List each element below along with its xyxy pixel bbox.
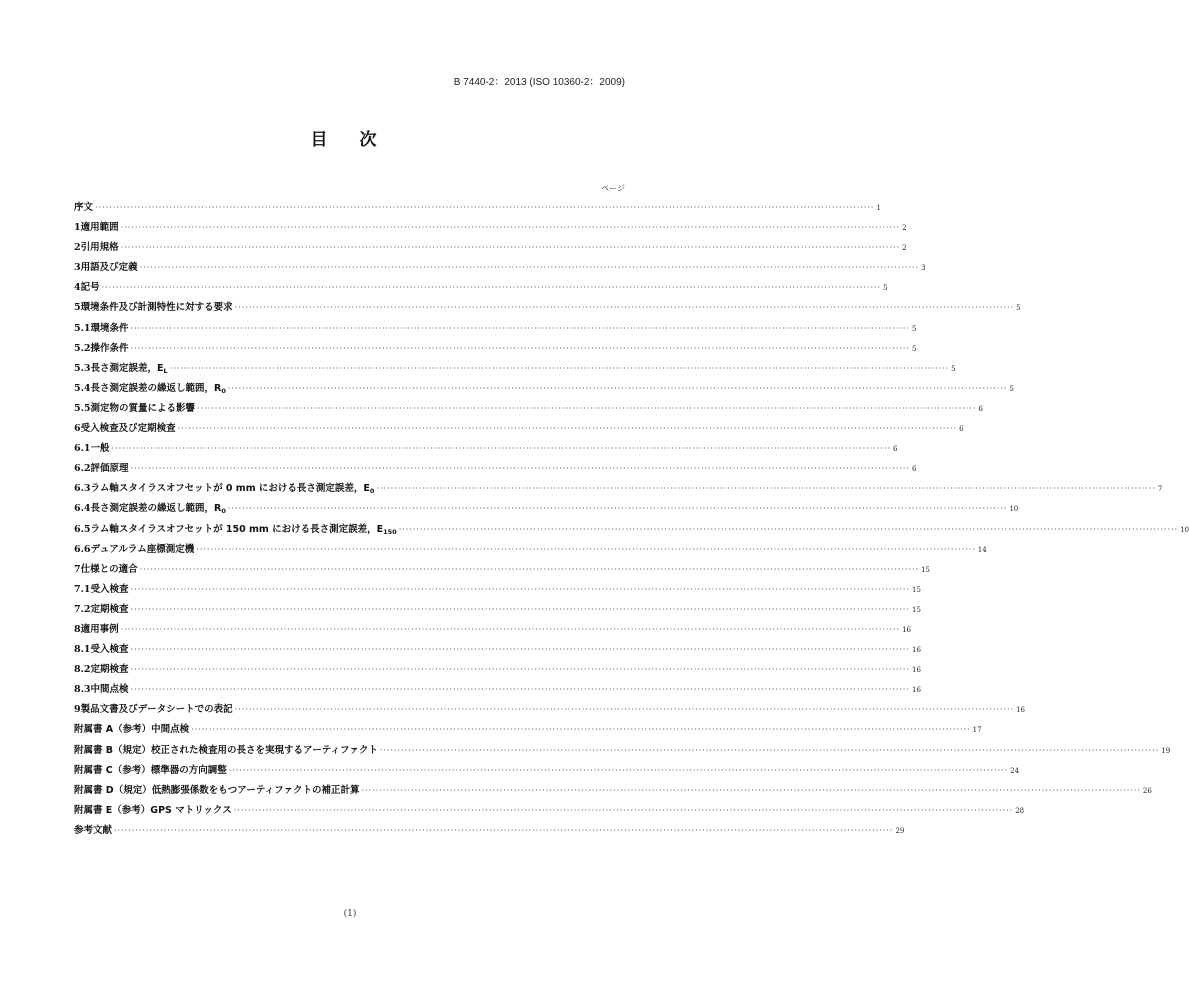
toc-leader-dots: ····························································································································································································································: [234, 303, 1015, 313]
toc-leader-dots: ····························································································································································································································: [228, 765, 1009, 775]
toc-leader-dots: ····························································································································································································································: [197, 403, 977, 413]
toc-entry-title: 環境条件及び計測特性に対する要求: [80, 302, 233, 314]
toc-entry-number: 4: [74, 282, 81, 294]
toc-entry-number: 7: [74, 563, 81, 575]
toc-entry-page: 2: [902, 224, 907, 233]
toc-entry-number: 8: [74, 623, 81, 635]
toc-leader-dots: ····························································································································································································································: [379, 745, 1160, 755]
toc-entry-subscript: 0: [221, 507, 226, 516]
toc-entry-page: 5: [883, 284, 888, 293]
toc-entry[interactable]: [74, 359, 956, 379]
toc-entry-number: 8.2: [74, 664, 91, 676]
toc-entry-title: 定期検査: [90, 603, 129, 615]
toc-leader-dots: ····························································································································································································································: [111, 444, 891, 454]
toc-entry[interactable]: [74, 379, 1014, 399]
toc-entry-title: 受入検査及び定期検査: [80, 423, 176, 435]
toc-entry-number: 1: [74, 222, 81, 234]
toc-entry-number: 8.3: [74, 684, 91, 696]
toc-entry-title: 引用規格: [80, 242, 119, 254]
toc-entry[interactable]: [74, 720, 982, 740]
toc-entry-title: 長さ測定誤差の繰返し範囲，$R_0$: [90, 503, 226, 516]
toc-leader-dots: ····························································································································································································································: [130, 343, 910, 353]
toc-entry-number: 3: [74, 262, 81, 274]
toc-entry[interactable]: [74, 459, 917, 479]
toc-entry-title: 適用事例: [80, 623, 119, 635]
toc-entry-page: 16: [912, 686, 921, 695]
toc-entry-number: 5.4: [74, 382, 91, 394]
toc-leader-dots: ····························································································································································································································: [227, 504, 1008, 514]
toc-entry-page: 24: [1010, 766, 1020, 775]
toc-entry-page: 16: [1016, 706, 1026, 715]
toc-entry-title: 評価原理: [90, 463, 129, 475]
toc-entry-subscript: 0: [369, 487, 375, 496]
toc-entry-title: 中間点検: [90, 684, 129, 696]
toc-leader-dots: ····························································································································································································································: [120, 624, 901, 634]
toc-entry-number: 9: [74, 704, 81, 716]
toc-entry-page: 7: [1157, 485, 1163, 494]
toc-entry-title: 附属書 B（規定）校正された検査用の長さを実現するアーティファクト: [74, 744, 378, 756]
toc-entry-title: 適用範囲: [80, 222, 119, 234]
toc-entry[interactable]: [74, 479, 1163, 499]
toc-entry-subscript: 0: [221, 386, 226, 395]
toc-entry-number: 5.2: [74, 342, 91, 354]
toc-leader-dots: ····························································································································································································································: [234, 705, 1015, 715]
toc-leader-dots: ····························································································································································································································: [376, 484, 1156, 494]
toc-entry-number: 2: [74, 242, 81, 254]
toc-entry[interactable]: [74, 298, 1021, 318]
toc-leader-dots: ····························································································································································································································: [130, 584, 910, 594]
toc-entry-page: 6: [959, 425, 964, 434]
toc-entry-subscript: L: [163, 366, 168, 375]
toc-entry-page: 5: [1016, 304, 1021, 313]
toc-entry[interactable]: [74, 660, 921, 680]
toc-entry[interactable]: [74, 700, 1026, 720]
toc-leader-dots: ····························································································································································································································: [95, 203, 875, 212]
toc-entry-number: 8.1: [74, 644, 91, 656]
toc-leader-dots: ····························································································································································································································: [227, 383, 1008, 393]
toc-entry-page: 5: [912, 344, 917, 353]
toc-entry-number: 6.5: [74, 523, 91, 535]
toc-entry-page: 2: [902, 244, 907, 253]
toc-entry[interactable]: [74, 238, 907, 258]
toc-entry-title: 受入検査: [90, 583, 129, 595]
toc-entry-page: 5: [951, 364, 956, 373]
toc-entry-number: 6.1: [74, 443, 91, 455]
standard-identifier: B 7440-2：2013 (ISO 10360-2：2009): [453, 77, 625, 88]
toc-entry-page: 1: [876, 204, 881, 212]
toc-entry-number: 7.1: [74, 583, 91, 595]
toc-entry[interactable]: [74, 439, 898, 459]
toc-leader-dots: ····························································································································································································································: [130, 323, 910, 333]
toc-entry-title: 定期検査: [90, 664, 129, 676]
toc-entry[interactable]: [74, 560, 931, 580]
toc-entry-page: 3: [921, 264, 926, 273]
toc-entry-title: 環境条件: [90, 322, 129, 334]
toc-entry-number: 5.3: [74, 362, 91, 374]
toc-entry-page: 19: [1161, 746, 1171, 755]
toc-entry-title: 受入検査: [90, 644, 129, 656]
page-title: 目 次: [310, 130, 390, 150]
toc-entry[interactable]: [74, 399, 983, 419]
toc-leader-dots: ····························································································································································································································: [169, 363, 950, 373]
toc-leader-dots: ····························································································································································································································: [191, 725, 971, 735]
toc-entry-page: 15: [921, 565, 931, 574]
toc-entry-page: 5: [1009, 384, 1014, 393]
toc-entry-page: 16: [912, 666, 921, 675]
toc-entry-page: 14: [977, 545, 987, 554]
toc-entry-page: 15: [912, 605, 921, 614]
toc-leader-dots: ····························································································································································································································: [130, 604, 910, 614]
toc-entry-page: 29: [895, 826, 905, 835]
toc-entry-title: ラム軸スタイラスオフセットが 150 mm における長さ測定誤差，$E_{150}$: [90, 523, 397, 536]
toc-entry-page: 6: [912, 465, 917, 474]
toc-entry-page: 6: [893, 445, 898, 454]
toc-entry-number: 5: [74, 302, 81, 314]
toc-entry[interactable]: [74, 821, 905, 841]
toc-entry[interactable]: [74, 781, 1152, 801]
toc-entry-title: 仕様との適合: [80, 563, 138, 575]
toc-entry-number: 6.3: [74, 483, 91, 495]
toc-leader-dots: ····························································································································································································································: [120, 223, 901, 233]
toc-entry[interactable]: [74, 600, 921, 620]
toc-entry-title: 参考文献: [74, 824, 113, 836]
toc-entry-title: 附属書 C（参考）標準器の方向調整: [74, 764, 227, 776]
toc-entry[interactable]: [74, 258, 926, 278]
toc-leader-dots: ····························································································································································································································: [120, 243, 901, 253]
toc-entry-number: 6.6: [74, 543, 91, 555]
toc-entry-page: 26: [1142, 786, 1152, 795]
toc-entry[interactable]: [74, 499, 1019, 519]
toc-leader-dots: ····························································································································································································································: [130, 464, 910, 474]
toc-entry-page: 10: [1180, 525, 1189, 534]
toc-entry-page: 28: [1015, 806, 1025, 815]
toc-entry-title: 製品文書及びデータシートでの表記: [80, 704, 233, 716]
toc-entry[interactable]: [74, 680, 921, 700]
toc-entry[interactable]: [74, 319, 917, 339]
page-column-label: ページ: [601, 184, 625, 193]
toc-leader-dots: ····························································································································································································································: [233, 805, 1014, 815]
toc-entry-page: 10: [1009, 505, 1019, 514]
toc-entry-title: 附属書 E（参考）GPS マトリックス: [74, 804, 232, 816]
toc-entry-number: 5.1: [74, 322, 91, 334]
toc-leader-dots: ····························································································································································································································: [130, 665, 910, 675]
toc-entry[interactable]: [74, 339, 917, 359]
toc-entry[interactable]: [74, 640, 921, 660]
toc-entry-title: 一般: [90, 443, 110, 455]
toc-leader-dots: ····························································································································································································································: [130, 645, 910, 655]
toc-leader-dots: ····························································································································································································································: [101, 283, 882, 293]
toc-entry-number: 6: [74, 423, 81, 435]
page-number: (1): [343, 909, 357, 919]
toc-leader-dots: ····························································································································································································································: [139, 263, 920, 273]
toc-leader-dots: ····························································································································································································································: [139, 564, 920, 574]
toc-entry-page: 6: [978, 404, 983, 413]
toc-entry-title: 長さ測定誤差，$E_L$: [90, 362, 168, 375]
toc-entry-title: 附属書 D（規定）低熱膨張係数をもつアーティファクトの補正計算: [74, 784, 360, 796]
toc-leader-dots: ····························································································································································································································: [130, 685, 910, 695]
toc-entry-title: デュアルラム座標測定機: [90, 543, 195, 555]
toc-entry-number: 7.2: [74, 603, 91, 615]
toc-entry[interactable]: [74, 198, 881, 218]
toc-entry-title: 操作条件: [90, 342, 129, 354]
toc-entry-page: 15: [912, 585, 921, 594]
toc-leader-dots: ····························································································································································································································: [361, 785, 1141, 795]
toc-leader-dots: ····························································································································································································································: [177, 424, 958, 434]
toc-entry-title: 記号: [80, 282, 100, 294]
toc-entry[interactable]: [74, 520, 1189, 540]
toc-entry-title: 附属書 A（参考）中間点検: [74, 724, 190, 736]
table-of-contents: [74, 198, 1189, 841]
toc-entry-number: 6.4: [74, 503, 91, 515]
toc-entry[interactable]: [74, 741, 1171, 761]
toc-entry-number: 6.2: [74, 463, 91, 475]
toc-entry[interactable]: [74, 218, 907, 238]
toc-entry-title: 用語及び定義: [80, 262, 138, 274]
toc-entry-title: ラム軸スタイラスオフセットが 0 mm における長さ測定誤差，$E_0$: [90, 483, 375, 496]
toc-entry-page: 5: [912, 324, 917, 333]
toc-entry-title: 測定物の質量による影響: [90, 402, 196, 414]
toc-entry[interactable]: [74, 620, 912, 640]
toc-leader-dots: ····························································································································································································································: [398, 524, 1179, 534]
toc-leader-dots: ····························································································································································································································: [196, 544, 976, 554]
toc-entry[interactable]: [74, 761, 1020, 781]
toc-entry[interactable]: [74, 540, 987, 560]
toc-entry-title: 序文: [74, 202, 94, 213]
toc-entry-title: 長さ測定誤差の繰返し範囲，$R_0$: [90, 382, 226, 395]
toc-leader-dots: ····························································································································································································································: [114, 825, 894, 835]
toc-entry[interactable]: [74, 801, 1025, 821]
toc-entry-page: 17: [972, 726, 982, 735]
toc-entry-page: 16: [912, 646, 921, 655]
toc-entry-page: 16: [902, 625, 912, 634]
toc-entry-subscript: 150: [383, 527, 397, 536]
toc-entry[interactable]: [74, 419, 964, 439]
toc-entry[interactable]: [74, 580, 921, 600]
toc-entry-number: 5.5: [74, 402, 91, 414]
toc-entry[interactable]: [74, 278, 888, 298]
